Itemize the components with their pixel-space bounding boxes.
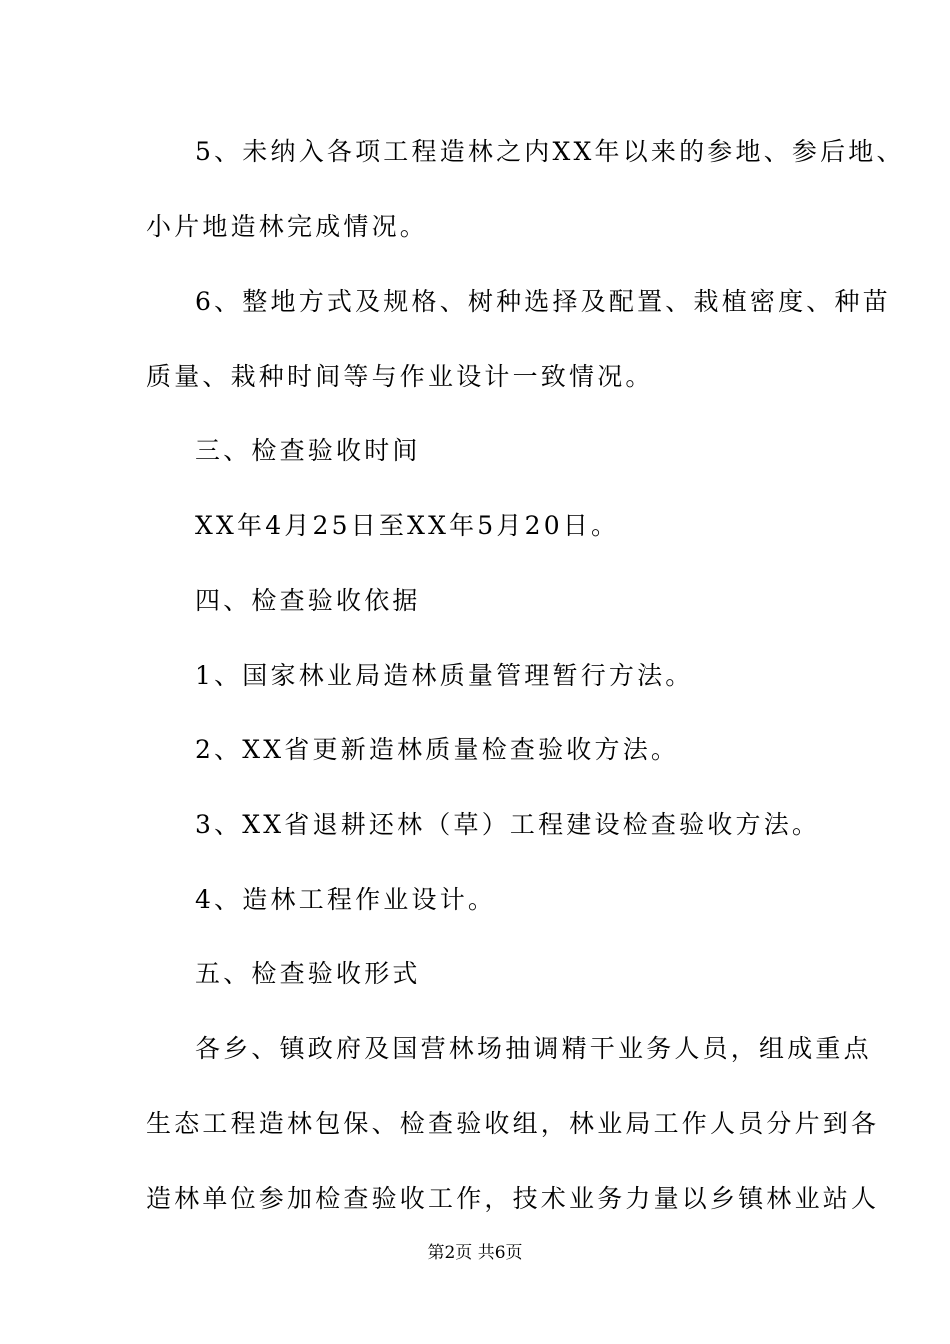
page-footer: 第2页 共6页 [427, 1243, 523, 1263]
text-line-13: 各乡、镇政府及国营林场抽调精干业务人员，组成重点 [195, 1034, 872, 1063]
text-line-2: 小片地造林完成情况。 [146, 212, 429, 241]
section-heading-3: 三、检查验收时间 [195, 436, 421, 465]
text-line-15: 造林单位参加检查验收工作，技术业务力量以乡镇林业站人 [146, 1184, 880, 1213]
section-heading-4: 四、检查验收依据 [195, 586, 421, 615]
text-line-8: 1、国家林业局造林质量管理暂行方法。 [195, 661, 694, 690]
text-line-1: 5、未纳入各项工程造林之内XX年以来的参地、参后地、 [195, 137, 905, 166]
text-line-11: 4、造林工程作业设计。 [195, 885, 497, 914]
text-line-4: 质量、栽种时间等与作业设计一致情况。 [146, 362, 654, 391]
text-line-6: XX年4月25日至XX年5月20日。 [195, 511, 620, 540]
text-line-14: 生态工程造林包保、检查验收组，林业局工作人员分片到各 [146, 1109, 880, 1138]
text-line-9: 2、XX省更新造林质量检查验收方法。 [195, 735, 680, 764]
text-line-10: 3、XX省退耕还林（草）工程建设检查验收方法。 [195, 810, 821, 839]
text-line-3: 6、整地方式及规格、树种选择及配置、栽植密度、种苗 [195, 287, 891, 316]
section-heading-5: 五、检查验收形式 [195, 959, 421, 988]
